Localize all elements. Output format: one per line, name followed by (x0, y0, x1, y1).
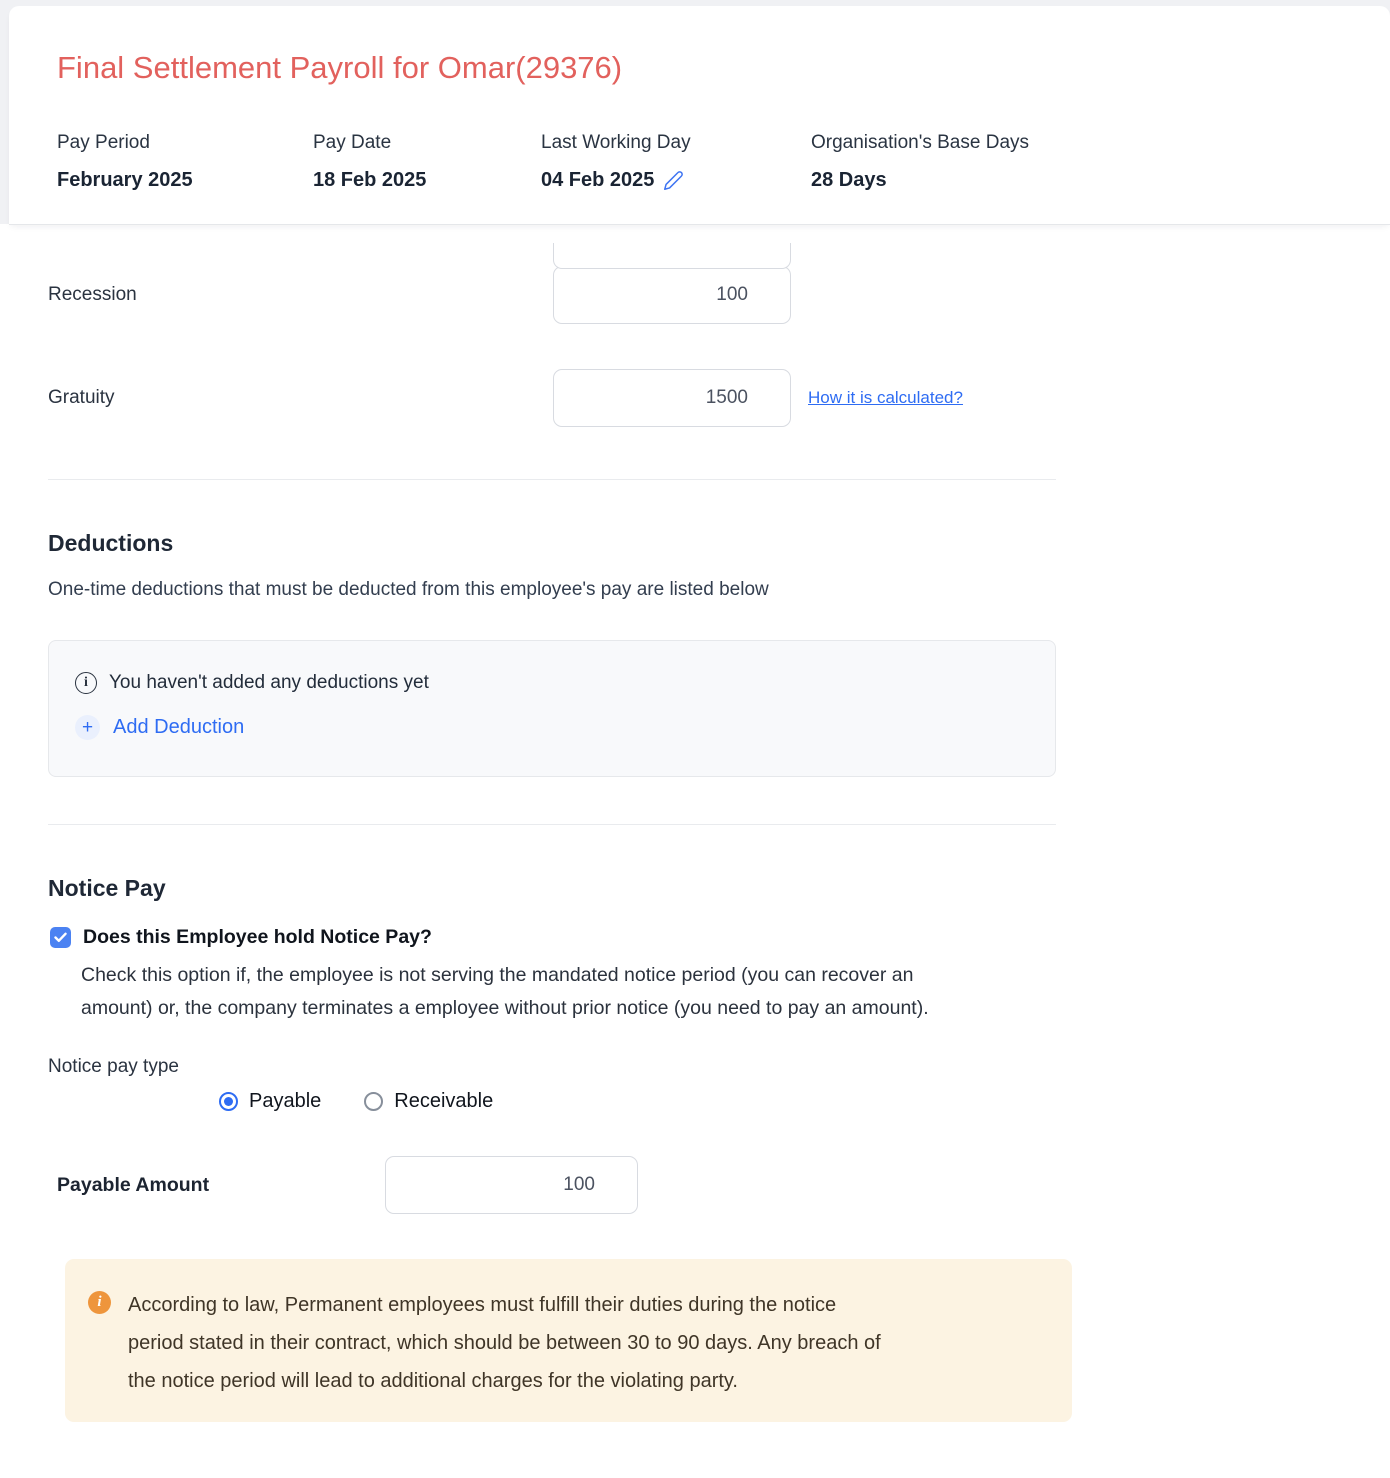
notice-pay-checkbox-label: Does this Employee hold Notice Pay? (83, 926, 432, 948)
pay-period-label: Pay Period (57, 132, 150, 153)
notice-pay-checkbox[interactable] (50, 927, 71, 948)
notice-pay-checkbox-row (50, 926, 1390, 949)
recession-input[interactable]: 100 (553, 266, 791, 324)
receivable-radio-label: Receivable (394, 1090, 494, 1112)
pay-period-value: February 2025 (57, 169, 193, 191)
deductions-empty-message: You haven't added any deductions yet (109, 672, 429, 693)
notice-pay-description-line: Check this option if, the employee is not serving the mandated notice period (you can recover an (81, 964, 914, 986)
radio-option-receivable[interactable] (364, 1090, 493, 1113)
info-text-line: period stated in their contract, which should be between 30 to 90 days. Any breach of (128, 1332, 881, 1354)
deductions-description: One-time deductions that must be deducted from this employee's pay are listed below (48, 579, 769, 600)
last-working-day-value (541, 169, 811, 192)
recession-row (48, 266, 1390, 324)
notice-pay-info-banner (65, 1259, 1072, 1422)
payable-radio[interactable] (219, 1092, 238, 1111)
meta-last-working-day (541, 132, 811, 192)
notice-pay-type-label: Notice pay type (48, 1056, 179, 1077)
last-working-day-date: 04 Feb 2025 (541, 169, 655, 191)
page-header (0, 0, 1390, 224)
deductions-empty-box (48, 640, 1056, 777)
meta-pay-period (57, 132, 313, 192)
main-content (0, 266, 1390, 1422)
notice-pay-type-options (219, 1090, 1390, 1113)
header-card (9, 6, 1390, 224)
payable-radio-label: Payable (249, 1090, 322, 1112)
edit-pencil-icon[interactable] (663, 170, 684, 191)
notice-pay-description-line: amount) or, the company terminates a employee without prior notice (you need to pay an amount). (81, 997, 929, 1019)
payable-amount-label: Payable Amount (57, 1173, 210, 1196)
gratuity-calculation-link[interactable]: How it is calculated? (808, 388, 963, 407)
gratuity-input[interactable]: 1500 (553, 369, 791, 427)
scrolled-cutoff-input[interactable] (553, 243, 791, 269)
meta-pay-date (313, 132, 541, 192)
info-circle-icon: i (75, 672, 97, 694)
info-text-line: the notice period will lead to additional charges for the violating party. (128, 1370, 738, 1392)
plus-icon: + (75, 715, 100, 740)
pay-date-value: 18 Feb 2025 (313, 169, 427, 191)
add-deduction-button[interactable] (75, 715, 1031, 740)
gratuity-row (48, 369, 1390, 427)
deductions-heading: Deductions (48, 530, 174, 556)
page-title: Final Settlement Payroll for Omar(29376) (57, 50, 623, 85)
meta-base-days (811, 132, 1390, 192)
payable-amount-row (57, 1156, 1390, 1214)
base-days-label: Organisation's Base Days (811, 132, 1030, 153)
section-divider (48, 479, 1056, 480)
add-deduction-label: Add Deduction (113, 716, 245, 738)
notice-pay-description (81, 959, 1390, 1025)
info-filled-icon: i (88, 1291, 111, 1314)
base-days-value: 28 Days (811, 169, 887, 191)
receivable-radio[interactable] (364, 1092, 383, 1111)
payable-amount-input[interactable]: 100 (385, 1156, 638, 1214)
deductions-empty-row (75, 672, 1031, 694)
section-divider (48, 824, 1056, 825)
payroll-meta-row (57, 132, 1390, 192)
gratuity-label: Gratuity (48, 387, 115, 408)
notice-pay-info-text (128, 1286, 881, 1400)
last-working-day-label: Last Working Day (541, 132, 691, 153)
pay-date-label: Pay Date (313, 132, 392, 153)
radio-option-payable[interactable] (219, 1090, 321, 1113)
info-text-line: According to law, Permanent employees must fulfill their duties during the notice (128, 1294, 837, 1316)
notice-pay-heading: Notice Pay (48, 875, 166, 901)
recession-label: Recession (48, 284, 137, 305)
